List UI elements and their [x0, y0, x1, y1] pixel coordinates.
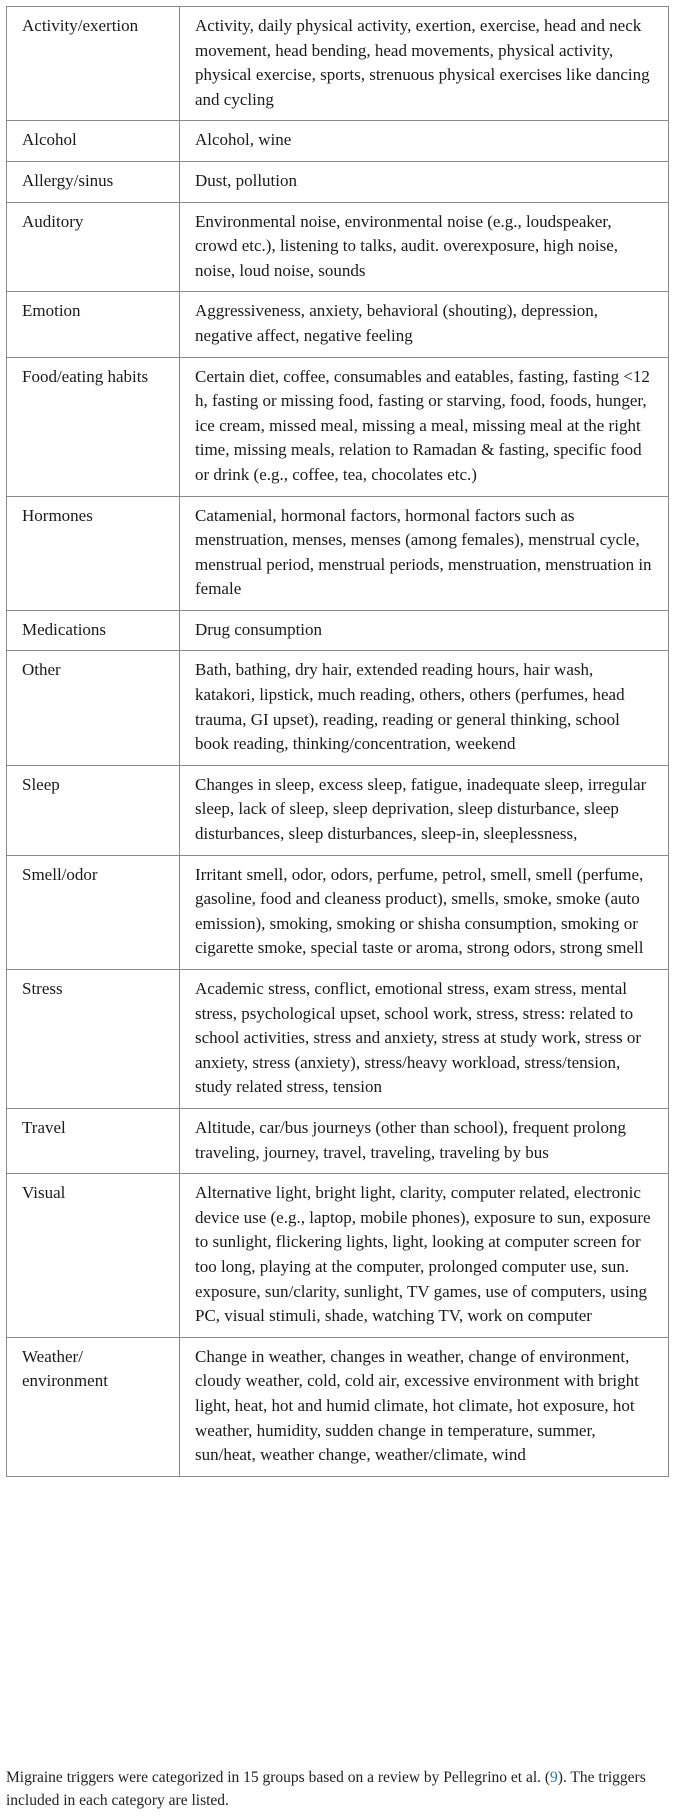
table-row: [7, 1174, 669, 1338]
category-cell: Allergy/sinus: [7, 161, 180, 202]
category-cell: Stress: [7, 970, 180, 1109]
caption-text-before: Migraine triggers were categorized in 15 groups based on a review by Pellegrino et al. (: [6, 1769, 551, 1786]
triggers-cell: Aggressiveness, anxiety, behavioral (shouting), depression, negative affect, negative feeling: [180, 292, 669, 357]
triggers-cell: Certain diet, coffee, consumables and eatables, fasting, fasting <12 h, fasting or missing food, fasting or starving, food, foods, hunger, ice cream, missed meal, missing a meal, missing meal at the right time, missing meals, relation to Ramadan & fasting, specific food or drink (e.g., coffee, tea, chocolates etc.): [180, 357, 669, 496]
category-cell: Smell/odor: [7, 855, 180, 969]
category-cell: Weather/ environment: [7, 1337, 180, 1476]
category-cell: Food/eating habits: [7, 357, 180, 496]
triggers-cell: Dust, pollution: [180, 161, 669, 202]
table-row: [7, 202, 669, 292]
triggers-table-container: [6, 6, 669, 1477]
table-row: [7, 7, 669, 121]
category-cell: Travel: [7, 1108, 180, 1173]
triggers-table: [6, 6, 669, 1477]
table-row: [7, 161, 669, 202]
triggers-cell: Drug consumption: [180, 610, 669, 651]
table-row: [7, 970, 669, 1109]
triggers-cell: Alcohol, wine: [180, 121, 669, 162]
triggers-cell: Activity, daily physical activity, exertion, exercise, head and neck movement, head bending, head movements, physical activity, physical exercise, sports, strenuous physical exercises like dancing and cycling: [180, 7, 669, 121]
category-cell: Medications: [7, 610, 180, 651]
triggers-cell: Altitude, car/bus journeys (other than school), frequent prolong traveling, journey, travel, traveling, traveling by bus: [180, 1108, 669, 1173]
reference-link[interactable]: 9: [550, 1769, 558, 1786]
triggers-cell: Bath, bathing, dry hair, extended reading hours, hair wash, katakori, lipstick, much reading, others, others (perfumes, head trauma, GI upset), reading, reading or general thinking, school book reading, thinking/concentration, weekend: [180, 651, 669, 765]
triggers-cell: Academic stress, conflict, emotional stress, exam stress, mental stress, psychological upset, school work, stress, stress: related to school activities, stress and anxiety, stress at study work, stress or anxiety, stress (anxiety), stress/heavy workload, stress/tension, study related stress, tension: [180, 970, 669, 1109]
triggers-cell: Catamenial, hormonal factors, hormonal factors such as menstruation, menses, menses (among females), menstrual cycle, menstrual period, menstrual periods, menstruation, menstruation in female: [180, 496, 669, 610]
table-row: [7, 855, 669, 969]
table-row: [7, 610, 669, 651]
category-cell: Visual: [7, 1174, 180, 1338]
triggers-cell: Irritant smell, odor, odors, perfume, petrol, smell, smell (perfume, gasoline, food and cleaness product), smells, smoke, smoke (auto emission), smoking, smoking or shisha consumption, smoking or cigarette smoke, special taste or aroma, strong odors, strong smell: [180, 855, 669, 969]
table-caption: [6, 1766, 668, 1812]
triggers-cell: Alternative light, bright light, clarity, computer related, electronic device use (e.g., laptop, mobile phones), exposure to sun, exposure to sunlight, flickering lights, light, looking at computer screen for too long, playing at the computer, prolonged computer use, sun. exposure, sun/clarity, sunlight, TV games, use of computers, using PC, visual stimuli, shade, watching TV, work on computer: [180, 1174, 669, 1338]
category-cell: Activity/exertion: [7, 7, 180, 121]
category-cell: Other: [7, 651, 180, 765]
table-row: [7, 651, 669, 765]
table-row: [7, 357, 669, 496]
table-row: [7, 292, 669, 357]
category-cell: Auditory: [7, 202, 180, 292]
table-row: [7, 765, 669, 855]
triggers-cell: Change in weather, changes in weather, change of environment, cloudy weather, cold, cold air, excessive environment with bright light, heat, hot and humid climate, hot climate, hot exposure, hot weather, humidity, sudden change in temperature, summer, sun/heat, weather change, weather/climate, wind: [180, 1337, 669, 1476]
triggers-table-body: [7, 7, 669, 1477]
table-row: [7, 1108, 669, 1173]
category-cell: Hormones: [7, 496, 180, 610]
table-row: [7, 496, 669, 610]
table-row: [7, 121, 669, 162]
caption-text-after: ). The triggers included in each category are listed.: [6, 1769, 646, 1809]
category-cell: Emotion: [7, 292, 180, 357]
table-row: [7, 1337, 669, 1476]
category-cell: Sleep: [7, 765, 180, 855]
triggers-cell: Changes in sleep, excess sleep, fatigue, inadequate sleep, irregular sleep, lack of sleep, sleep deprivation, sleep disturbance, sleep disturbances, sleep disturbances, sleep-in, sleeplessness,: [180, 765, 669, 855]
category-cell: Alcohol: [7, 121, 180, 162]
triggers-cell: Environmental noise, environmental noise (e.g., loudspeaker, crowd etc.), listening to talks, audit. overexposure, high noise, noise, loud noise, sounds: [180, 202, 669, 292]
